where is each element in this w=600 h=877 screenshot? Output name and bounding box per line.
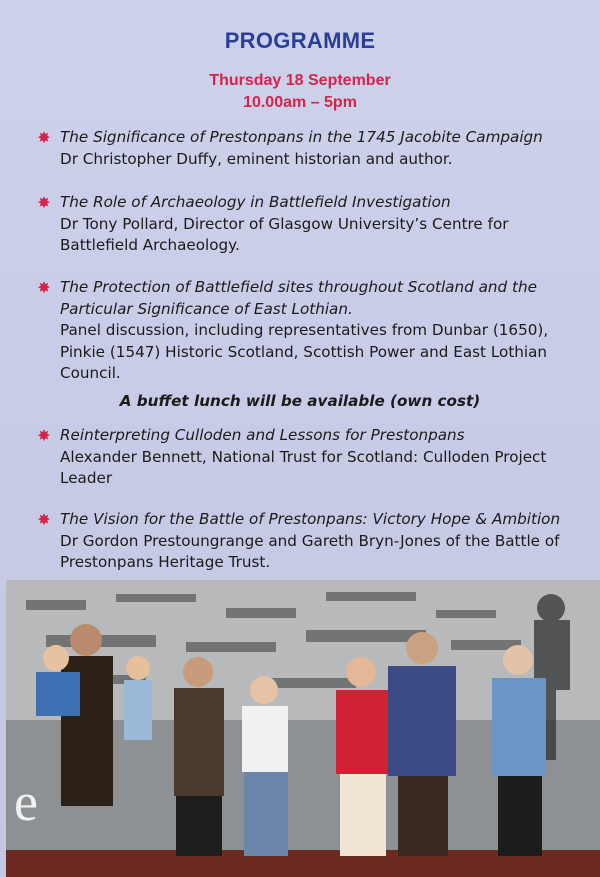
item-title: The Vision for the Battle of Prestonpans: Victory Hope & Ambition [60, 510, 561, 528]
programme-item [36, 425, 576, 490]
item-speaker: Dr Tony Pollard, Director of Glasgow University’s Centre for Battlefield Archaeology. [60, 214, 509, 254]
red-star-icon: ✸ [37, 278, 51, 297]
red-star-icon: ✸ [37, 128, 51, 147]
mural-and-group-illustration [6, 580, 600, 877]
item-speaker: Dr Gordon Prestoungrange and Gareth Bryn-Jones of the Battle of Prestonpans Heritage Trust. [60, 531, 560, 571]
item-speaker: Dr Christopher Duffy, eminent historian and author. [60, 149, 453, 168]
red-star-icon: ✸ [37, 426, 51, 445]
programme-date [0, 70, 600, 114]
programme-item [36, 192, 576, 257]
group-photo [6, 580, 600, 877]
mural-letter: e [14, 772, 38, 832]
programme-item [36, 509, 576, 574]
date-line: Thursday 18 September [209, 72, 391, 89]
item-title: The Significance of Prestonpans in the 1745 Jacobite Campaign [60, 128, 543, 146]
item-speaker: Panel discussion, including representatives from Dunbar (1650), Pinkie (1547) Historic Scotland, Scottish Power and East Lothian Council. [60, 321, 549, 382]
programme-title: PROGRAMME [224, 28, 376, 53]
time-line: 10.00am – 5pm [243, 94, 357, 111]
item-title: The Protection of Battlefield sites throughout Scotland and the Particular Significance of East Lothian. [60, 278, 537, 318]
buffet-note: A buffet lunch will be available (own cost) [119, 392, 481, 410]
programme-item [36, 127, 576, 170]
red-star-icon: ✸ [37, 193, 51, 212]
item-speaker: Alexander Bennett, National Trust for Scotland: Culloden Project Leader [60, 447, 547, 487]
item-title: Reinterpreting Culloden and Lessons for Prestonpans [60, 426, 465, 444]
item-title: The Role of Archaeology in Battlefield Investigation [60, 193, 451, 211]
red-star-icon: ✸ [37, 510, 51, 529]
programme-item [36, 277, 576, 385]
